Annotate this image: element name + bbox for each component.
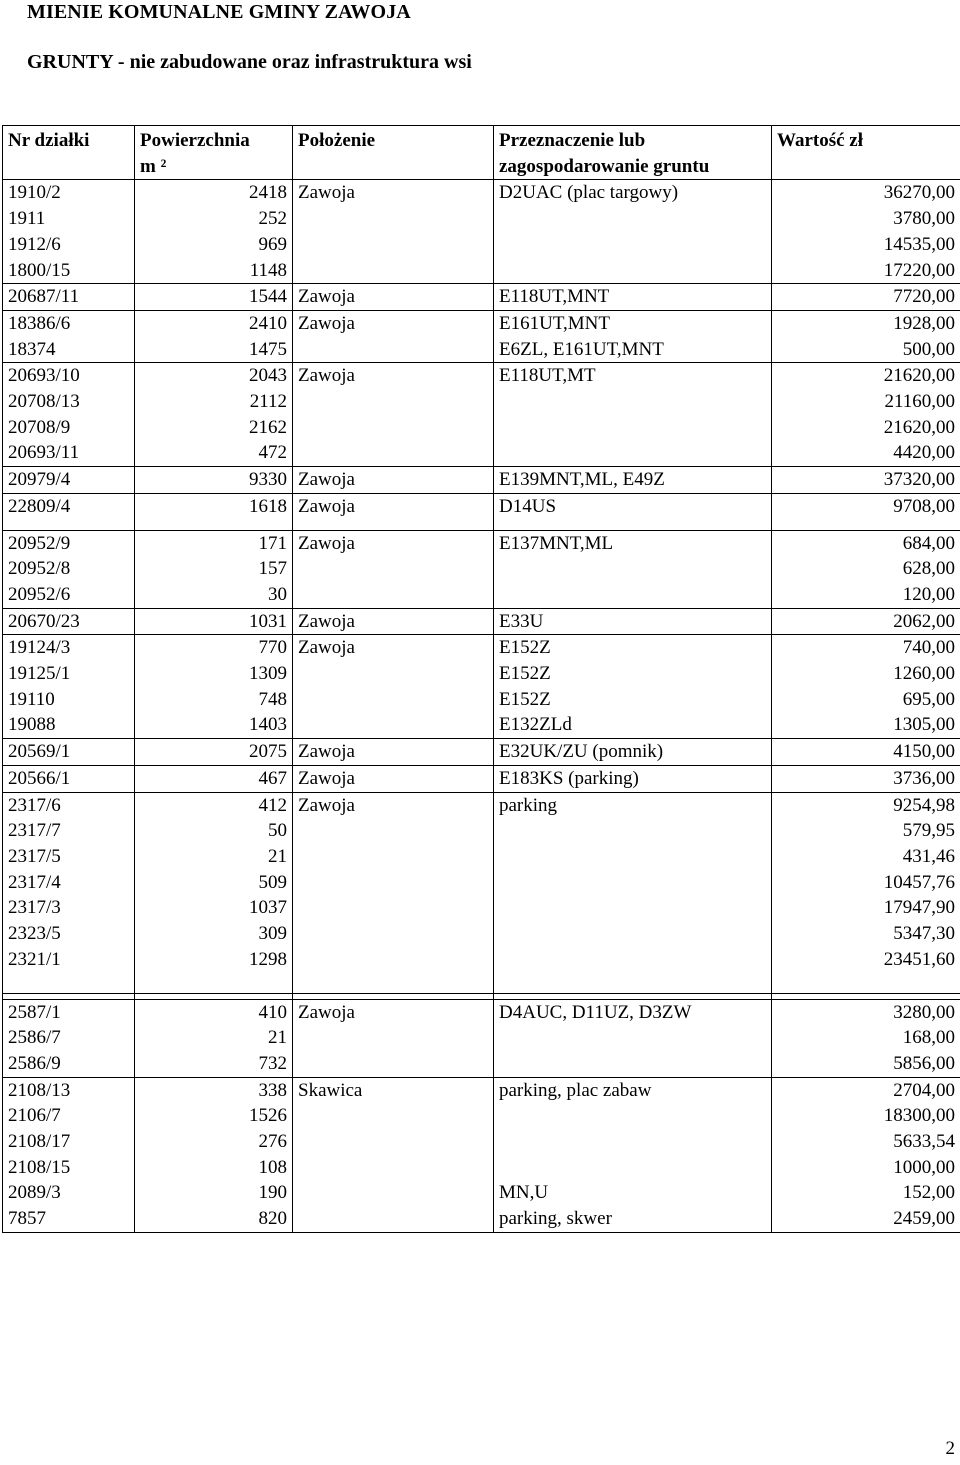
cell-area [135,635,293,739]
table-row [3,180,960,284]
cell-area [135,530,293,608]
purpose-text: E118UT,MNT [499,286,610,308]
parcel-value: 36270,00 [883,182,955,204]
parcel-number: 20670/23 [8,610,80,632]
cell-value [772,739,960,766]
cell-location [293,608,494,635]
cell-parcel [3,467,135,494]
table-row [3,1077,960,1232]
purpose-text: D14US [499,495,557,517]
parcel-number: 19110 [8,688,55,710]
parcel-area: 770 [258,637,287,659]
purpose-text: E152Z [499,663,551,685]
parcel-number: 20952/8 [8,558,71,580]
location-text: Zawoja [298,794,355,816]
header-purpose [494,126,772,180]
cell-area [135,792,293,993]
cell-value [772,608,960,635]
cell-location [293,493,494,530]
purpose-text [499,1103,766,1129]
parcel-number: 20566/1 [8,767,71,789]
parcel-number: 22809/4 [8,495,71,517]
cell-purpose [494,363,772,467]
location-text: Zawoja [298,741,355,763]
parcel-value: 5347,30 [893,923,955,945]
parcel-number: 2108/17 [8,1131,71,1153]
parcel-value: 21620,00 [883,365,955,387]
header-purpose-line1: Przeznaczenie lub [499,130,646,151]
parcel-area: 108 [258,1156,287,1178]
parcel-area: 338 [258,1079,287,1101]
location-text: Zawoja [298,495,355,517]
parcel-number: 19125/1 [8,663,71,685]
cell-location [293,739,494,766]
table-row [3,739,960,766]
parcel-value: 168,00 [902,1027,955,1049]
document-subtitle: GRUNTY - nie zabudowane oraz infrastruktura wsi [27,51,472,73]
cell-location [293,180,494,284]
cell-area [135,608,293,635]
cell-purpose [494,284,772,311]
parcel-value: 740,00 [902,637,955,659]
purpose-text: E132ZLd [499,714,572,736]
table-row [3,999,960,1077]
parcel-area: 472 [258,442,287,464]
header-area-line2: m ² [140,155,167,177]
parcel-value: 21620,00 [883,416,955,438]
parcel-number: 2317/4 [8,871,61,893]
parcel-area: 2043 [249,365,287,387]
parcel-area: 1618 [249,495,287,517]
location-text: Zawoja [298,532,355,554]
parcel-number: 2089/3 [8,1182,61,1204]
parcel-area: 1031 [249,610,287,632]
cell-area [135,493,293,530]
purpose-text: E161UT,MNT [499,312,610,334]
parcel-value: 120,00 [902,583,955,605]
parcel-number: 19088 [8,714,56,736]
cell-area [135,180,293,284]
cell-parcel [3,530,135,608]
parcel-number: 18386/6 [8,312,71,334]
purpose-text: E152Z [499,637,551,659]
parcel-number: 20708/9 [8,416,71,438]
parcel-value: 1260,00 [893,663,955,685]
purpose-text: E118UT,MT [499,365,596,387]
cell-purpose [494,999,772,1077]
cell-value [772,999,960,1077]
purpose-text: MN,U [499,1182,549,1204]
parcel-area: 1526 [249,1105,287,1127]
parcel-area: 30 [268,583,287,605]
parcel-area: 50 [268,820,287,842]
parcel-area: 2418 [249,182,287,204]
parcel-value: 152,00 [902,1182,955,1204]
cell-parcel [3,1077,135,1232]
cell-location [293,765,494,792]
purpose-text: E33U [499,610,544,632]
parcel-number: 20979/4 [8,469,71,491]
cell-area [135,765,293,792]
cell-area [135,467,293,494]
location-text: Skawica [298,1079,363,1101]
cell-purpose [494,493,772,530]
parcel-value: 14535,00 [883,233,955,255]
cell-area [135,1077,293,1232]
cell-value [772,1077,960,1232]
cell-parcel [3,608,135,635]
header-area-line1: Powierzchnia [140,130,250,151]
cell-purpose [494,530,772,608]
page-number: 2 [945,1438,955,1459]
cell-value [772,180,960,284]
cell-location [293,635,494,739]
cell-value [772,792,960,993]
parcel-value: 1305,00 [893,714,955,736]
cell-location [293,310,494,362]
parcel-area: 276 [258,1131,287,1153]
location-text: Zawoja [298,637,355,659]
parcel-value: 500,00 [902,338,955,360]
cell-area [135,310,293,362]
parcel-number: 19124/3 [8,637,71,659]
cell-purpose [494,1077,772,1232]
parcel-value: 628,00 [902,558,955,580]
parcel-value: 579,95 [902,820,955,842]
parcel-number: 7857 [8,1208,46,1230]
parcel-area: 190 [258,1182,287,1204]
parcel-value: 4150,00 [893,741,955,763]
cell-parcel [3,765,135,792]
parcel-area: 1544 [249,286,287,308]
table-row [3,363,960,467]
parcel-number: 2586/9 [8,1052,61,1074]
parcel-value: 1000,00 [893,1156,955,1178]
parcel-number: 20693/10 [8,365,80,387]
parcel-value: 37320,00 [883,469,955,491]
parcel-value: 17947,90 [883,897,955,919]
purpose-text: parking, skwer [499,1208,612,1230]
cell-parcel [3,310,135,362]
parcel-number: 2586/7 [8,1027,61,1049]
cell-location [293,1077,494,1232]
parcel-number: 1910/2 [8,182,61,204]
cell-purpose [494,739,772,766]
parcel-area: 2112 [249,391,287,413]
parcel-area: 412 [258,794,287,816]
parcel-value: 18300,00 [883,1105,955,1127]
parcel-area: 410 [258,1001,287,1023]
location-text: Zawoja [298,286,355,308]
cell-purpose [494,608,772,635]
purpose-text: D4AUC, D11UZ, D3ZW [499,1001,692,1023]
parcel-number: 20569/1 [8,741,71,763]
cell-parcel [3,493,135,530]
parcel-number: 2317/5 [8,845,61,867]
purpose-text: E32UK/ZU (pomnik) [499,741,664,763]
parcel-value: 9254,98 [893,794,955,816]
purpose-text: E137MNT,ML [499,532,614,554]
parcel-area: 467 [258,767,287,789]
cell-parcel [3,792,135,993]
parcel-area: 969 [258,233,287,255]
parcel-number: 2317/3 [8,897,61,919]
location-text: Zawoja [298,1001,355,1023]
parcel-area: 252 [258,208,287,230]
parcel-value: 2459,00 [893,1208,955,1230]
cell-parcel [3,999,135,1077]
parcel-value: 21160,00 [884,391,955,413]
parcel-number: 18374 [8,338,56,360]
parcel-area: 2410 [249,312,287,334]
cell-purpose [494,467,772,494]
cell-location [293,792,494,993]
parcel-number: 2317/7 [8,820,61,842]
parcel-area: 1037 [249,897,287,919]
purpose-text: E152Z [499,688,551,710]
parcel-value: 3736,00 [893,767,955,789]
purpose-text [499,1155,766,1181]
parcel-area: 732 [258,1052,287,1074]
cell-area [135,739,293,766]
parcel-area: 2162 [249,416,287,438]
purpose-text: parking [499,794,558,816]
table-row [3,635,960,739]
table-row [3,310,960,362]
parcel-area: 1148 [249,259,287,281]
parcel-number: 2323/5 [8,923,61,945]
cell-purpose [494,310,772,362]
parcel-value: 5633,54 [893,1131,955,1153]
location-text: Zawoja [298,767,355,789]
cell-value [772,493,960,530]
parcel-area: 1403 [249,714,287,736]
parcel-number: 1912/6 [8,233,61,255]
purpose-text: D2UAC (plac targowy) [499,182,679,204]
cell-parcel [3,363,135,467]
location-text: Zawoja [298,365,355,387]
parcel-number: 1800/15 [8,259,71,281]
parcel-number: 2317/6 [8,794,61,816]
cell-value [772,765,960,792]
table-header-row [3,126,960,180]
parcel-value: 2062,00 [893,610,955,632]
cell-area [135,363,293,467]
parcel-number: 1911 [8,208,46,230]
parcel-value: 1928,00 [893,312,955,334]
location-text: Zawoja [298,182,355,204]
parcel-value: 684,00 [902,532,955,554]
cell-parcel [3,284,135,311]
table-row [3,493,960,530]
parcel-area: 748 [258,688,287,710]
cell-value [772,363,960,467]
cell-location [293,363,494,467]
header-purpose-line2: zagospodarowanie gruntu [499,155,710,177]
parcel-value: 7720,00 [893,286,955,308]
parcel-number: 20952/9 [8,532,71,554]
header-location: Położenie [293,126,494,180]
header-parcel: Nr działki [3,126,135,180]
cell-value [772,467,960,494]
parcel-area: 820 [258,1208,287,1230]
parcel-area: 1309 [249,663,287,685]
parcel-value: 23451,60 [883,948,955,970]
parcel-area: 157 [258,558,287,580]
cell-location [293,467,494,494]
location-text: Zawoja [298,469,355,491]
table-row [3,765,960,792]
purpose-text: E139MNT,ML, E49Z [499,469,665,491]
parcel-area: 309 [258,923,287,945]
parcel-area: 9330 [249,469,287,491]
parcel-number: 20693/11 [8,442,80,464]
cell-location [293,999,494,1077]
parcel-value: 10457,76 [883,871,955,893]
parcel-number: 2108/15 [8,1156,71,1178]
cell-purpose [494,180,772,284]
parcel-value: 2704,00 [893,1079,955,1101]
cell-location [293,530,494,608]
cell-area [135,999,293,1077]
table-row [3,530,960,608]
parcel-value: 431,46 [902,845,955,867]
parcel-value: 9708,00 [893,495,955,517]
cell-location [293,284,494,311]
parcel-area: 509 [258,871,287,893]
parcel-number: 2587/1 [8,1001,61,1023]
table-body [3,180,960,1232]
parcel-number: 2106/7 [8,1105,61,1127]
parcel-number: 2108/13 [8,1079,71,1101]
parcel-area: 2075 [249,741,287,763]
cell-parcel [3,635,135,739]
purpose-text: E183KS (parking) [499,767,639,789]
location-text: Zawoja [298,610,355,632]
header-area [135,126,293,180]
parcel-area: 21 [268,845,287,867]
cell-parcel [3,180,135,284]
parcel-value: 695,00 [902,688,955,710]
parcel-value: 4420,00 [893,442,955,464]
header-value: Wartość zł [772,126,960,180]
table-row [3,792,960,993]
parcel-number: 2321/1 [8,948,61,970]
cell-parcel [3,739,135,766]
parcel-area: 171 [258,532,287,554]
cell-purpose [494,792,772,993]
cell-value [772,635,960,739]
purpose-text: parking, plac zabaw [499,1079,652,1101]
parcel-number: 20687/11 [8,286,80,308]
parcel-area: 1475 [249,338,287,360]
location-text: Zawoja [298,312,355,334]
parcel-area: 1298 [249,948,287,970]
cell-value [772,284,960,311]
parcel-value: 5856,00 [893,1052,955,1074]
cell-value [772,530,960,608]
land-table [2,125,960,1233]
cell-purpose [494,635,772,739]
parcel-number: 20952/6 [8,583,71,605]
parcel-value: 3280,00 [893,1001,955,1023]
parcel-number: 20708/13 [8,391,80,413]
purpose-text [499,1129,766,1155]
parcel-value: 3780,00 [893,208,955,230]
table-row [3,467,960,494]
cell-purpose [494,765,772,792]
parcel-area: 21 [268,1027,287,1049]
cell-area [135,284,293,311]
cell-value [772,310,960,362]
document-title: MIENIE KOMUNALNE GMINY ZAWOJA [27,1,411,23]
parcel-value: 17220,00 [883,259,955,281]
table-row [3,284,960,311]
purpose-text: E6ZL, E161UT,MNT [499,338,664,360]
table-row [3,608,960,635]
